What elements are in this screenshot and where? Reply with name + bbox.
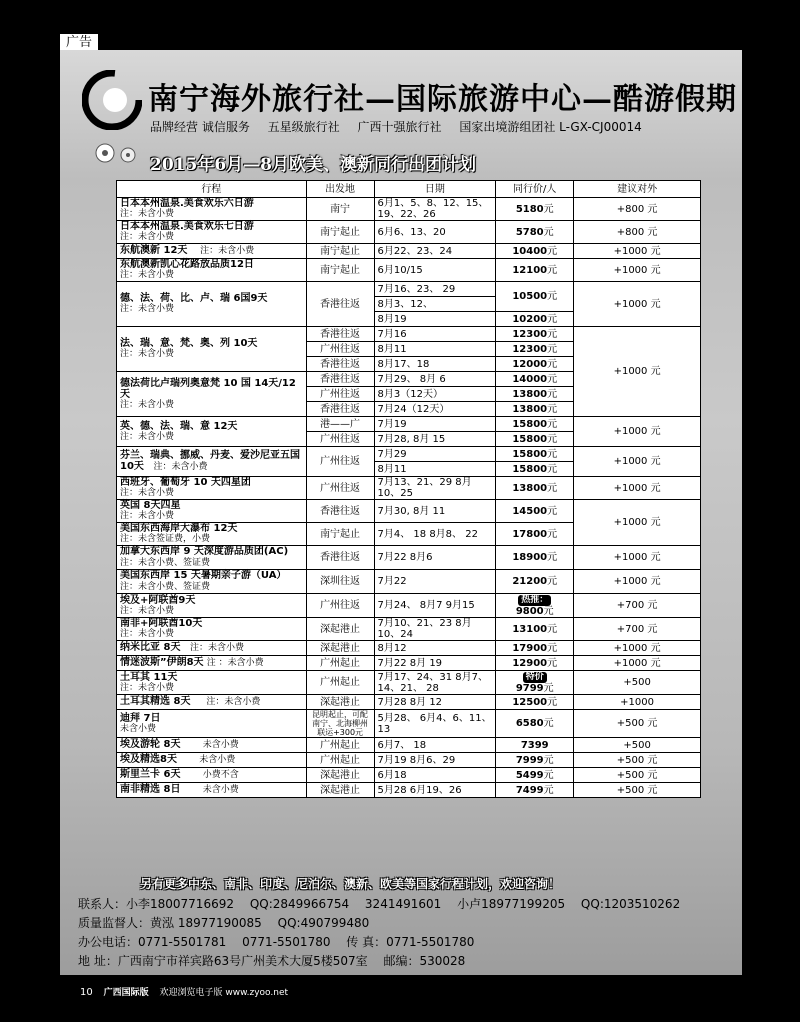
yuan-unit: 元 [547, 642, 558, 654]
depart-cell: 广州往返 [306, 432, 374, 447]
suggest-cell: +1000 元 [574, 282, 701, 327]
route-name: 东航澳新 12天 [120, 245, 188, 256]
yuan-unit: 元 [547, 418, 558, 430]
date-cell: 7月30, 8月 11 [374, 500, 496, 523]
price-value: 13800 [512, 482, 548, 494]
route-note: 小费不含 [202, 770, 239, 780]
depart-cell: 广州起止 [306, 753, 374, 768]
suggest-cell: +500 元 [574, 783, 701, 798]
yuan-unit: 元 [547, 482, 558, 494]
route-name: 迪拜 7日 [120, 712, 161, 724]
date-cell: 7月29 [374, 447, 496, 462]
date-cell: 7月10、21、23 8月10、24 [374, 618, 496, 641]
route-note: 未含小费 [120, 723, 157, 734]
price-value: 14000 [512, 373, 548, 385]
swirl-logo-icon [82, 70, 142, 130]
route-name: 西班牙、葡萄牙 10 天四星团 [120, 477, 251, 488]
date-cell: 8月19 [374, 312, 496, 327]
yuan-unit: 元 [547, 313, 558, 325]
header-suggest: 建议对外 [574, 181, 701, 198]
price-value: 10500 [512, 291, 548, 302]
depart-cell: 南宁起止 [306, 221, 374, 244]
banner-title: 2015年6月—8月欧美、澳新同行出团计划 [150, 155, 476, 175]
suggest-cell: +500 [574, 738, 701, 753]
hot-badge: 热推： [518, 595, 551, 606]
date-cell: 6月7、 18 [374, 738, 496, 753]
depart-cell: 昆明起止，可配南宁、北海柳州联运+300元 [306, 710, 374, 738]
route-note: 注：未含小费 [120, 629, 175, 639]
footer-link[interactable]: 欢迎浏览电子版 www.zyoo.net [159, 988, 289, 998]
date-cell: 8月3（12天） [374, 387, 496, 402]
suggest-cell: +700 元 [574, 618, 701, 641]
table-row [117, 738, 701, 753]
contact-item: QQ:2849966754 [249, 897, 350, 911]
table-row [117, 327, 701, 342]
suggest-cell: +1000 元 [574, 500, 701, 546]
date-cell: 7月29、 8月 6 [374, 372, 496, 387]
route-name: 美国东西岸 15 天暑期亲子游（UA） [120, 570, 287, 581]
more-routes-note: 另有更多中东、南非、印度、尼泊尔、澳新、欧美等国家行程计划，欢迎咨询！ [140, 877, 561, 891]
depart-cell: 深起港止 [306, 768, 374, 783]
contact-item: 办公电话：0771-5501781 [78, 935, 227, 949]
route-name: 埃及+阿联酋9天 [120, 594, 196, 606]
route-note: 注：未含小费 [206, 697, 261, 707]
price-value: 17800 [512, 528, 548, 540]
route-note: 注：未含小费 [153, 462, 208, 472]
date-cell: 6月22、23、24 [374, 244, 496, 259]
date-cell: 7月24、 8月7 9月15 [374, 594, 496, 618]
route-note: 注：未含小费 [120, 304, 175, 314]
depart-cell: 南宁 [306, 198, 374, 221]
yuan-unit: 元 [543, 754, 554, 766]
table-row [117, 282, 701, 297]
route-name: 日本本州温泉.美食欢乐六日游 [120, 198, 254, 209]
price-value: 6580 [515, 718, 544, 729]
table-row [117, 477, 701, 500]
price-value: 15800 [512, 433, 548, 445]
suggest-cell: +700 元 [574, 594, 701, 618]
contact-item: 联系人：小李18007716692 [78, 897, 234, 911]
depart-cell: 南宁起止 [306, 259, 374, 282]
date-cell: 7月24（12天） [374, 402, 496, 417]
route-name: 加拿大东西岸 9 天深度游品质团(AC) [120, 546, 289, 557]
special-badge: 特价 [523, 672, 547, 683]
table-row [117, 198, 701, 221]
contact-item: 0771-5501780 [242, 935, 331, 949]
yuan-unit: 元 [543, 203, 554, 215]
price-value: 7999 [515, 754, 544, 766]
contact-item: 传 真：0771-5501780 [346, 935, 475, 949]
route-note: 注：未含小费 [120, 349, 175, 359]
contact-line [78, 914, 738, 933]
price-value: 10200 [512, 313, 548, 325]
price-value: 9800 [515, 606, 544, 617]
header-route: 行程 [117, 181, 307, 198]
table-row [117, 244, 701, 259]
ad-panel [60, 50, 742, 975]
route-note: 注：未含小费 [120, 209, 175, 219]
route-note: 注：未含小费 [120, 605, 175, 616]
price-value: 13100 [512, 623, 548, 635]
depart-cell: 香港往返 [306, 402, 374, 417]
date-cell: 7月28, 8月 15 [374, 432, 496, 447]
depart-cell: 香港往返 [306, 500, 374, 523]
price-value: 15800 [512, 463, 548, 475]
yuan-unit: 元 [543, 683, 554, 694]
suggest-cell: +1000 元 [574, 656, 701, 671]
schedule-table [116, 180, 701, 798]
depart-cell: 香港往返 [306, 357, 374, 372]
price-value: 15800 [512, 418, 548, 430]
depart-cell: 香港往返 [306, 372, 374, 387]
yuan-unit: 元 [547, 552, 558, 563]
date-cell: 7月22 8月6 [374, 546, 496, 570]
date-cell: 7月17、24、31 8月7、14、21、 28 [374, 671, 496, 695]
header-price: 同行价/人 [496, 181, 574, 198]
table-row [117, 695, 701, 710]
table-row [117, 594, 701, 618]
depart-cell: 深起港止 [306, 695, 374, 710]
price-value: 5180 [515, 203, 544, 215]
depart-cell: 深起港止 [306, 641, 374, 656]
date-cell: 7月19 8月6、29 [374, 753, 496, 768]
depart-cell: 广州往返 [306, 477, 374, 500]
date-cell: 6月18 [374, 768, 496, 783]
route-note: 注：未含小费 [120, 270, 175, 280]
flower-icon [90, 138, 150, 168]
route-name: 南非+阿联酋10天 [120, 618, 203, 629]
date-cell: 5月28 6月19、26 [374, 783, 496, 798]
depart-cell: 深起港止 [306, 783, 374, 798]
price-value: 18900 [512, 552, 548, 563]
date-cell: 7月13、21、29 8月10、25 [374, 477, 496, 500]
table-row [117, 417, 701, 432]
table-header [117, 181, 701, 198]
route-note: 注：未含小费 [120, 399, 175, 410]
yuan-unit: 元 [547, 373, 558, 385]
contact-line [78, 895, 738, 914]
depart-cell: 南宁起止 [306, 244, 374, 259]
header-date: 日期 [374, 181, 496, 198]
table-row [117, 641, 701, 656]
price-value: 5780 [515, 226, 544, 238]
price-value: 15800 [512, 448, 548, 460]
depart-cell: 广州起止 [306, 738, 374, 753]
date-cell: 7月19 [374, 417, 496, 432]
depart-cell: 广州起止 [306, 671, 374, 695]
yuan-unit: 元 [547, 505, 558, 517]
brand-title: 南宁海外旅行社—国际旅游中心—酷游假期 [148, 82, 737, 117]
suggest-cell: +1000 [574, 695, 701, 710]
yuan-unit: 元 [543, 784, 554, 796]
table-row [117, 447, 701, 462]
depart-cell: 广州起止 [306, 656, 374, 671]
route-name: 埃及游轮 8天 [120, 739, 181, 750]
price-value: 12500 [512, 696, 548, 708]
date-cell: 6月1、5、8、12、15、19、22、26 [374, 198, 496, 221]
route-name: 斯里兰卡 6天 [120, 769, 181, 780]
suggest-cell: +1000 元 [574, 477, 701, 500]
route-note: 未含小费 [199, 755, 236, 765]
depart-cell: 香港往返 [306, 546, 374, 570]
contact-item: 小卢18977199205 [457, 897, 566, 911]
price-value: 10400 [512, 245, 548, 257]
route-name: 美国东西海岸大瀑布 12天 [120, 523, 238, 534]
yuan-unit: 元 [547, 448, 558, 460]
route-name: 芬兰、瑞典、挪威、丹麦、爱沙尼亚五国 10天 [120, 450, 300, 472]
suggest-cell: +500 元 [574, 768, 701, 783]
yuan-unit: 元 [547, 576, 558, 587]
date-cell: 5月28、 6月4、6、11、13 [374, 710, 496, 738]
depart-cell: 广州往返 [306, 594, 374, 618]
suggest-cell: +1000 元 [574, 447, 701, 477]
table-row [117, 783, 701, 798]
price-value: 12100 [512, 264, 548, 276]
table-row [117, 618, 701, 641]
table-row [117, 656, 701, 671]
contact-line [78, 933, 738, 952]
depart-cell: 香港往返 [306, 282, 374, 327]
page-footer [80, 985, 296, 998]
yuan-unit: 元 [547, 328, 558, 340]
route-note: 注：未含小费 [120, 488, 175, 498]
route-name: 情迷波斯”伊朗8天 [120, 657, 204, 668]
date-cell: 7月4、 18 8月8、 22 [374, 523, 496, 546]
depart-cell: 香港往返 [306, 327, 374, 342]
price-value: 12300 [512, 328, 548, 340]
yuan-unit: 元 [547, 343, 558, 355]
yuan-unit: 元 [547, 528, 558, 540]
route-name: 法、瑞、意、梵、奥、列 10天 [120, 338, 258, 349]
table-row [117, 500, 701, 523]
yuan-unit: 元 [543, 769, 554, 781]
yuan-unit: 元 [543, 718, 554, 729]
suggest-cell: +500 [574, 671, 701, 695]
tagline-item: 五星级旅行社 [267, 120, 340, 134]
yuan-unit: 元 [547, 463, 558, 475]
date-cell: 8月12 [374, 641, 496, 656]
route-name: 土耳其精选 8天 [120, 696, 191, 707]
contact-item: 3241491601 [364, 897, 442, 911]
depart-cell: 南宁起止 [306, 523, 374, 546]
price-value: 17900 [512, 642, 548, 654]
date-cell: 8月11 [374, 342, 496, 357]
route-name: 土耳其 11天 [120, 671, 178, 683]
yuan-unit: 元 [547, 696, 558, 708]
route-name: 南非精选 8日 [120, 784, 181, 795]
depart-cell: 广州往返 [306, 447, 374, 477]
route-name: 日本本州温泉.美食欢乐七日游 [120, 221, 254, 232]
route-note: 注：未含小费 [120, 682, 175, 693]
route-name: 埃及精选8天 [120, 754, 177, 765]
route-note: 注：未含小费 [200, 246, 255, 256]
contact-item: 地 址：广西南宁市祥宾路63号广州美术大厦5楼507室 [78, 954, 368, 968]
date-cell: 7月22 [374, 570, 496, 594]
route-name: 英、德、法、瑞、意 12天 [120, 420, 238, 432]
route-name: 英国 8天四星 [120, 500, 181, 511]
magazine-name: 广西国际版 [103, 988, 149, 998]
table-row [117, 768, 701, 783]
route-name: 德、法、荷、比、卢、瑞 6国9天 [120, 293, 268, 304]
suggest-cell: +1000 元 [574, 327, 701, 417]
yuan-unit: 元 [547, 358, 558, 370]
contact-line [78, 952, 738, 971]
route-note: 注：未含小费 [120, 232, 175, 242]
date-cell: 8月11 [374, 462, 496, 477]
depart-cell: 港——广 [306, 417, 374, 432]
route-note: 未含小费 [202, 785, 239, 795]
route-note: 注 ：未含小费 [206, 658, 264, 668]
table-row [117, 221, 701, 244]
contact-item: QQ:490799480 [277, 916, 370, 930]
suggest-cell: +1000 元 [574, 546, 701, 570]
date-cell: 6月6、13、20 [374, 221, 496, 244]
ad-label: 广告 [60, 34, 98, 52]
tagline-item: 国家出境游组团社 L-GX-CJ00014 [459, 120, 642, 134]
suggest-cell: +500 元 [574, 710, 701, 738]
table-row [117, 753, 701, 768]
yuan-unit: 元 [547, 403, 558, 415]
price-value: 7499 [515, 784, 544, 796]
table-row [117, 546, 701, 570]
suggest-cell: +1000 元 [574, 244, 701, 259]
contact-item: 邮编：530028 [383, 954, 466, 968]
suggest-cell: +1000 元 [574, 417, 701, 447]
price-value: 12000 [512, 358, 548, 370]
tagline-item: 品牌经营 诚信服务 [150, 120, 250, 134]
date-cell: 7月28 8月 12 [374, 695, 496, 710]
depart-cell: 深圳往返 [306, 570, 374, 594]
route-note: 注：未含小费、签证费 [120, 558, 211, 568]
depart-cell: 广州往返 [306, 387, 374, 402]
price-value: 12300 [512, 343, 548, 355]
yuan-unit: 元 [547, 245, 558, 257]
route-note: 注：未含小费 [120, 511, 175, 521]
route-name: 东航澳新凯心花路放品质12日 [120, 259, 254, 270]
page-number: 10 [80, 987, 93, 998]
yuan-unit: 元 [547, 291, 558, 302]
route-note: 注：未含小费、签证费 [120, 582, 211, 592]
suggest-cell: +1000 元 [574, 570, 701, 594]
date-cell: 6月10/15 [374, 259, 496, 282]
route-note: 注：未含小费 [190, 643, 245, 653]
suggest-cell: +800 元 [574, 198, 701, 221]
price-value: 21200 [512, 576, 548, 587]
suggest-cell: +1000 元 [574, 259, 701, 282]
table-row [117, 671, 701, 695]
price-value: 7399 [496, 738, 574, 753]
yuan-unit: 元 [547, 264, 558, 276]
contact-item: 质量监督人：黄泓 18977190085 [78, 916, 262, 930]
tagline-row [150, 118, 656, 135]
header-depart: 出发地 [306, 181, 374, 198]
suggest-cell: +800 元 [574, 221, 701, 244]
table-row [117, 570, 701, 594]
yuan-unit: 元 [547, 623, 558, 635]
suggest-cell: +1000 元 [574, 641, 701, 656]
price-value: 5499 [515, 769, 544, 781]
table-row [117, 710, 701, 738]
depart-cell: 广州往返 [306, 342, 374, 357]
price-value: 9799 [515, 683, 544, 694]
depart-cell: 深起港止 [306, 618, 374, 641]
price-value: 13800 [512, 388, 548, 400]
contact-block [78, 895, 738, 971]
price-value: 13800 [512, 403, 548, 415]
yuan-unit: 元 [547, 388, 558, 400]
suggest-cell: +500 元 [574, 753, 701, 768]
route-note: 注：未含小费 [120, 431, 175, 442]
table-row [117, 259, 701, 282]
price-value: 14500 [512, 505, 548, 517]
yuan-unit: 元 [543, 226, 554, 238]
route-note: 注：未含签证费，小费 [120, 534, 211, 544]
yuan-unit: 元 [547, 657, 558, 669]
date-cell: 7月22 8月 19 [374, 656, 496, 671]
route-note: 未含小费 [202, 740, 239, 750]
yuan-unit: 元 [547, 433, 558, 445]
date-cell: 8月3、12、 [374, 297, 496, 312]
date-cell: 7月16 [374, 327, 496, 342]
tagline-item: 广西十强旅行社 [357, 120, 442, 134]
yuan-unit: 元 [543, 606, 554, 617]
route-name: 纳米比亚 8天 [120, 642, 181, 653]
date-cell: 7月16、23、 29 [374, 282, 496, 297]
contact-item: QQ:1203510262 [580, 897, 681, 911]
price-value: 12900 [512, 657, 548, 669]
date-cell: 8月17、18 [374, 357, 496, 372]
route-name: 德法荷比卢瑞列奥意梵 10 国 14天/12 天 [120, 377, 296, 400]
